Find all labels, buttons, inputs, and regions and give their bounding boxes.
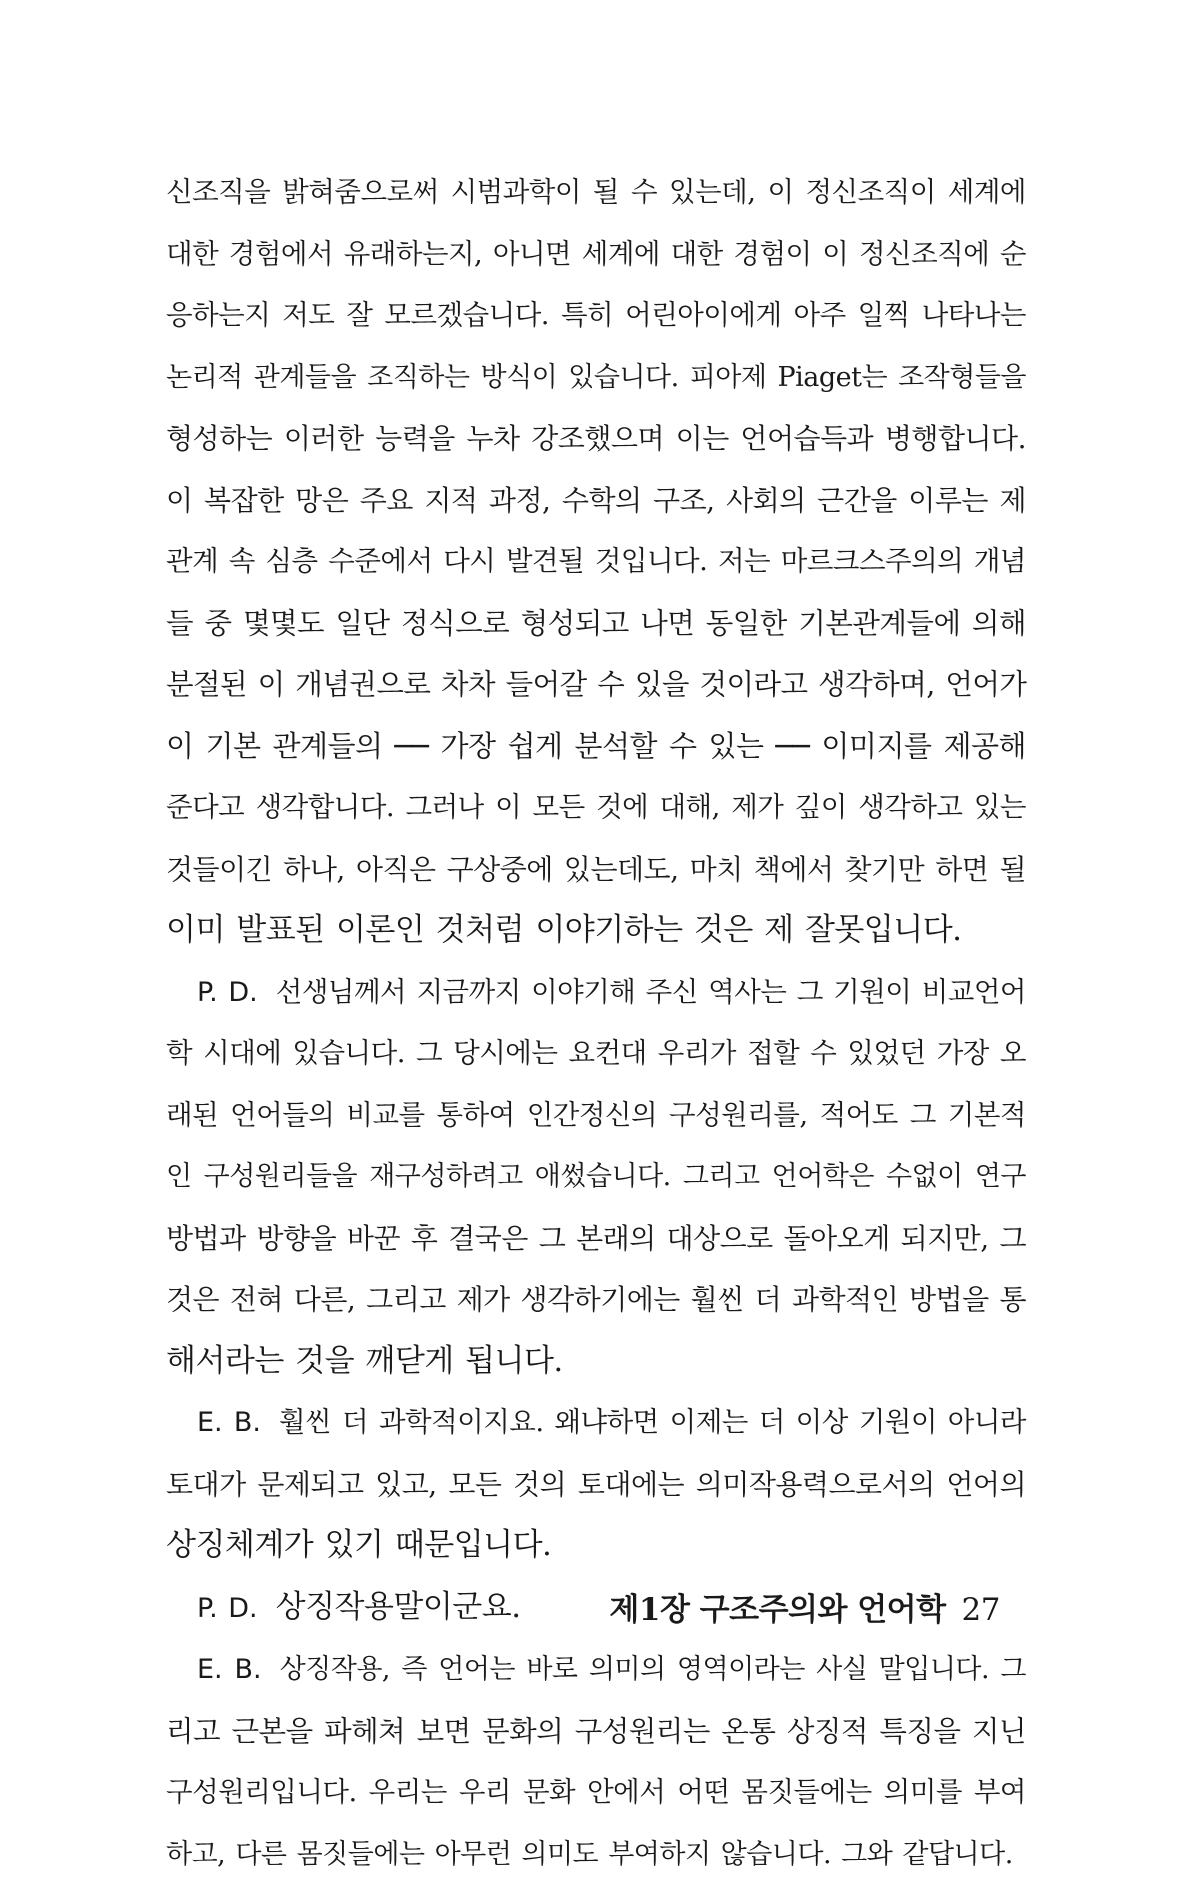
line-text: 이미 발표된 이론인 것처럼 이야기하는 것은 제 잘못입니다. [166,912,962,948]
line-text: 대한 경험에서 유래하는지, 아니면 세계에 대한 경험이 이 정신조직에 순 [166,238,1026,270]
line-text: 이 기본 관계들의 ── 가장 쉽게 분석할 수 있는 ── 이미지를 제공해 [166,729,1026,763]
text-line [166,777,1026,839]
text-line [166,531,1026,593]
text-line [166,1762,1026,1824]
line-text: 상징체계가 있기 때문입니다. [166,1527,551,1563]
speaker-label: P. D. [197,1593,258,1624]
line-text: 인 구성원리들을 재구성하려고 애썼습니다. 그리고 언어학은 수없이 연구 [166,1161,1026,1192]
running-footer [609,1584,1000,1629]
text-paragraph [166,162,1026,962]
text-line [166,224,1026,286]
line-text: 리고 근본을 파헤쳐 보면 문화의 구성원리는 온통 상징적 특징을 지닌 [166,1715,1026,1748]
line-text: 응하는지 저도 잘 모르겠습니다. 특히 어린아이에게 아주 일찍 나타나는 [166,299,1026,331]
dialogue-paragraph [166,962,1026,1393]
dialogue-paragraph [166,1392,1026,1577]
line-text: 이 복잡한 망은 주요 지적 과정, 수학의 구조, 사회의 근간을 이루는 제 [166,484,1026,517]
text-line [166,1515,1026,1577]
line-text: 선생님께서 지금까지 이야기해 주신 역사는 그 기원이 비교언어 [276,976,1026,1008]
text-line [166,408,1026,470]
line-text: 래된 언어들의 비교를 통하여 인간정신의 구성원리를, 적어도 그 기본적 [166,1099,1026,1131]
line-text: 방법과 방향을 바꾼 후 결국은 그 본래의 대상으로 돌아오게 되지만, 그 [166,1222,1026,1255]
text-line [166,285,1026,347]
speaker-label: E. B. [197,1654,262,1685]
text-line [166,470,1026,532]
text-line [166,162,1026,224]
text-line [166,1085,1026,1147]
speaker-label: P. D. [197,977,258,1008]
text-line [166,1331,1026,1393]
line-text: 것들이긴 하나, 아직은 구상중에 있는데도, 마치 책에서 찾기만 하면 될 [166,853,1026,886]
text-line [166,654,1026,716]
line-text: 상징작용말이군요. [276,1589,521,1625]
line-text: 들 중 몇몇도 일단 정식으로 형성되고 나면 동일한 기본관계들에 의해 [166,607,1026,640]
line-text: 관계 속 심층 수준에서 다시 발견될 것입니다. 저는 마르크스주의의 개념 [166,545,1026,577]
text-line [166,1392,1026,1454]
text-line [166,900,1026,962]
text-line [166,1269,1026,1331]
page-number: 27 [962,1592,1000,1628]
line-text: 상징작용, 즉 언어는 바로 의미의 영역이라는 사실 말입니다. 그 [280,1654,1026,1685]
speaker-label: E. B. [197,1407,261,1438]
text-line [166,347,1026,409]
text-line [166,1146,1026,1208]
text-line [166,1023,1026,1085]
line-text: 분절된 이 개념권으로 차차 들어갈 수 있을 것이라고 생각하며, 언어가 [166,668,1026,701]
chapter-title: 제1장 구조주의와 언어학 [609,1592,945,1628]
line-text: 것은 전혀 다른, 그리고 제가 생각하기에는 훨씬 더 과학적인 방법을 통 [166,1283,1026,1316]
text-line [166,716,1026,778]
line-text: 신조직을 밝혀줌으로써 시범과학이 될 수 있는데, 이 정신조직이 세계에 [166,176,1026,208]
line-text: 훨씬 더 과학적이지요. 왜냐하면 이제는 더 이상 기원이 아니라 [279,1406,1026,1438]
line-text: 하고, 다른 몸짓들에는 아무런 의미도 부여하지 않습니다. 그와 같답니다. [166,1839,1013,1870]
line-text: 형성하는 이러한 능력을 누차 강조했으며 이는 언어습득과 병행합니다. [166,422,1026,455]
line-text: 준다고 생각합니다. 그러나 이 모든 것에 대해, 제가 깊이 생각하고 있는 [166,791,1026,823]
line-text: 구성원리입니다. 우리는 우리 문화 안에서 어떤 몸짓들에는 의미를 부여 [166,1776,1026,1808]
line-text: 논리적 관계들을 조직하는 방식이 있습니다. 피아제 Piaget는 조작형들을 [166,362,1026,393]
text-line [166,1701,1026,1763]
text-line [166,1824,1026,1885]
text-line [166,1639,1026,1701]
dialogue-paragraph [166,1639,1026,1885]
line-text: 토대가 문제되고 있고, 모든 것의 토대에는 의미작용력으로서의 언어의 [166,1468,1026,1501]
line-text: 해서라는 것을 깨닫게 됩니다. [166,1343,563,1379]
text-line [166,839,1026,901]
text-line [166,1454,1026,1516]
text-line [166,1208,1026,1270]
text-line [166,962,1026,1024]
line-text: 학 시대에 있습니다. 그 당시에는 요컨대 우리가 접할 수 있었던 가장 오 [166,1037,1026,1069]
text-line [166,593,1026,655]
